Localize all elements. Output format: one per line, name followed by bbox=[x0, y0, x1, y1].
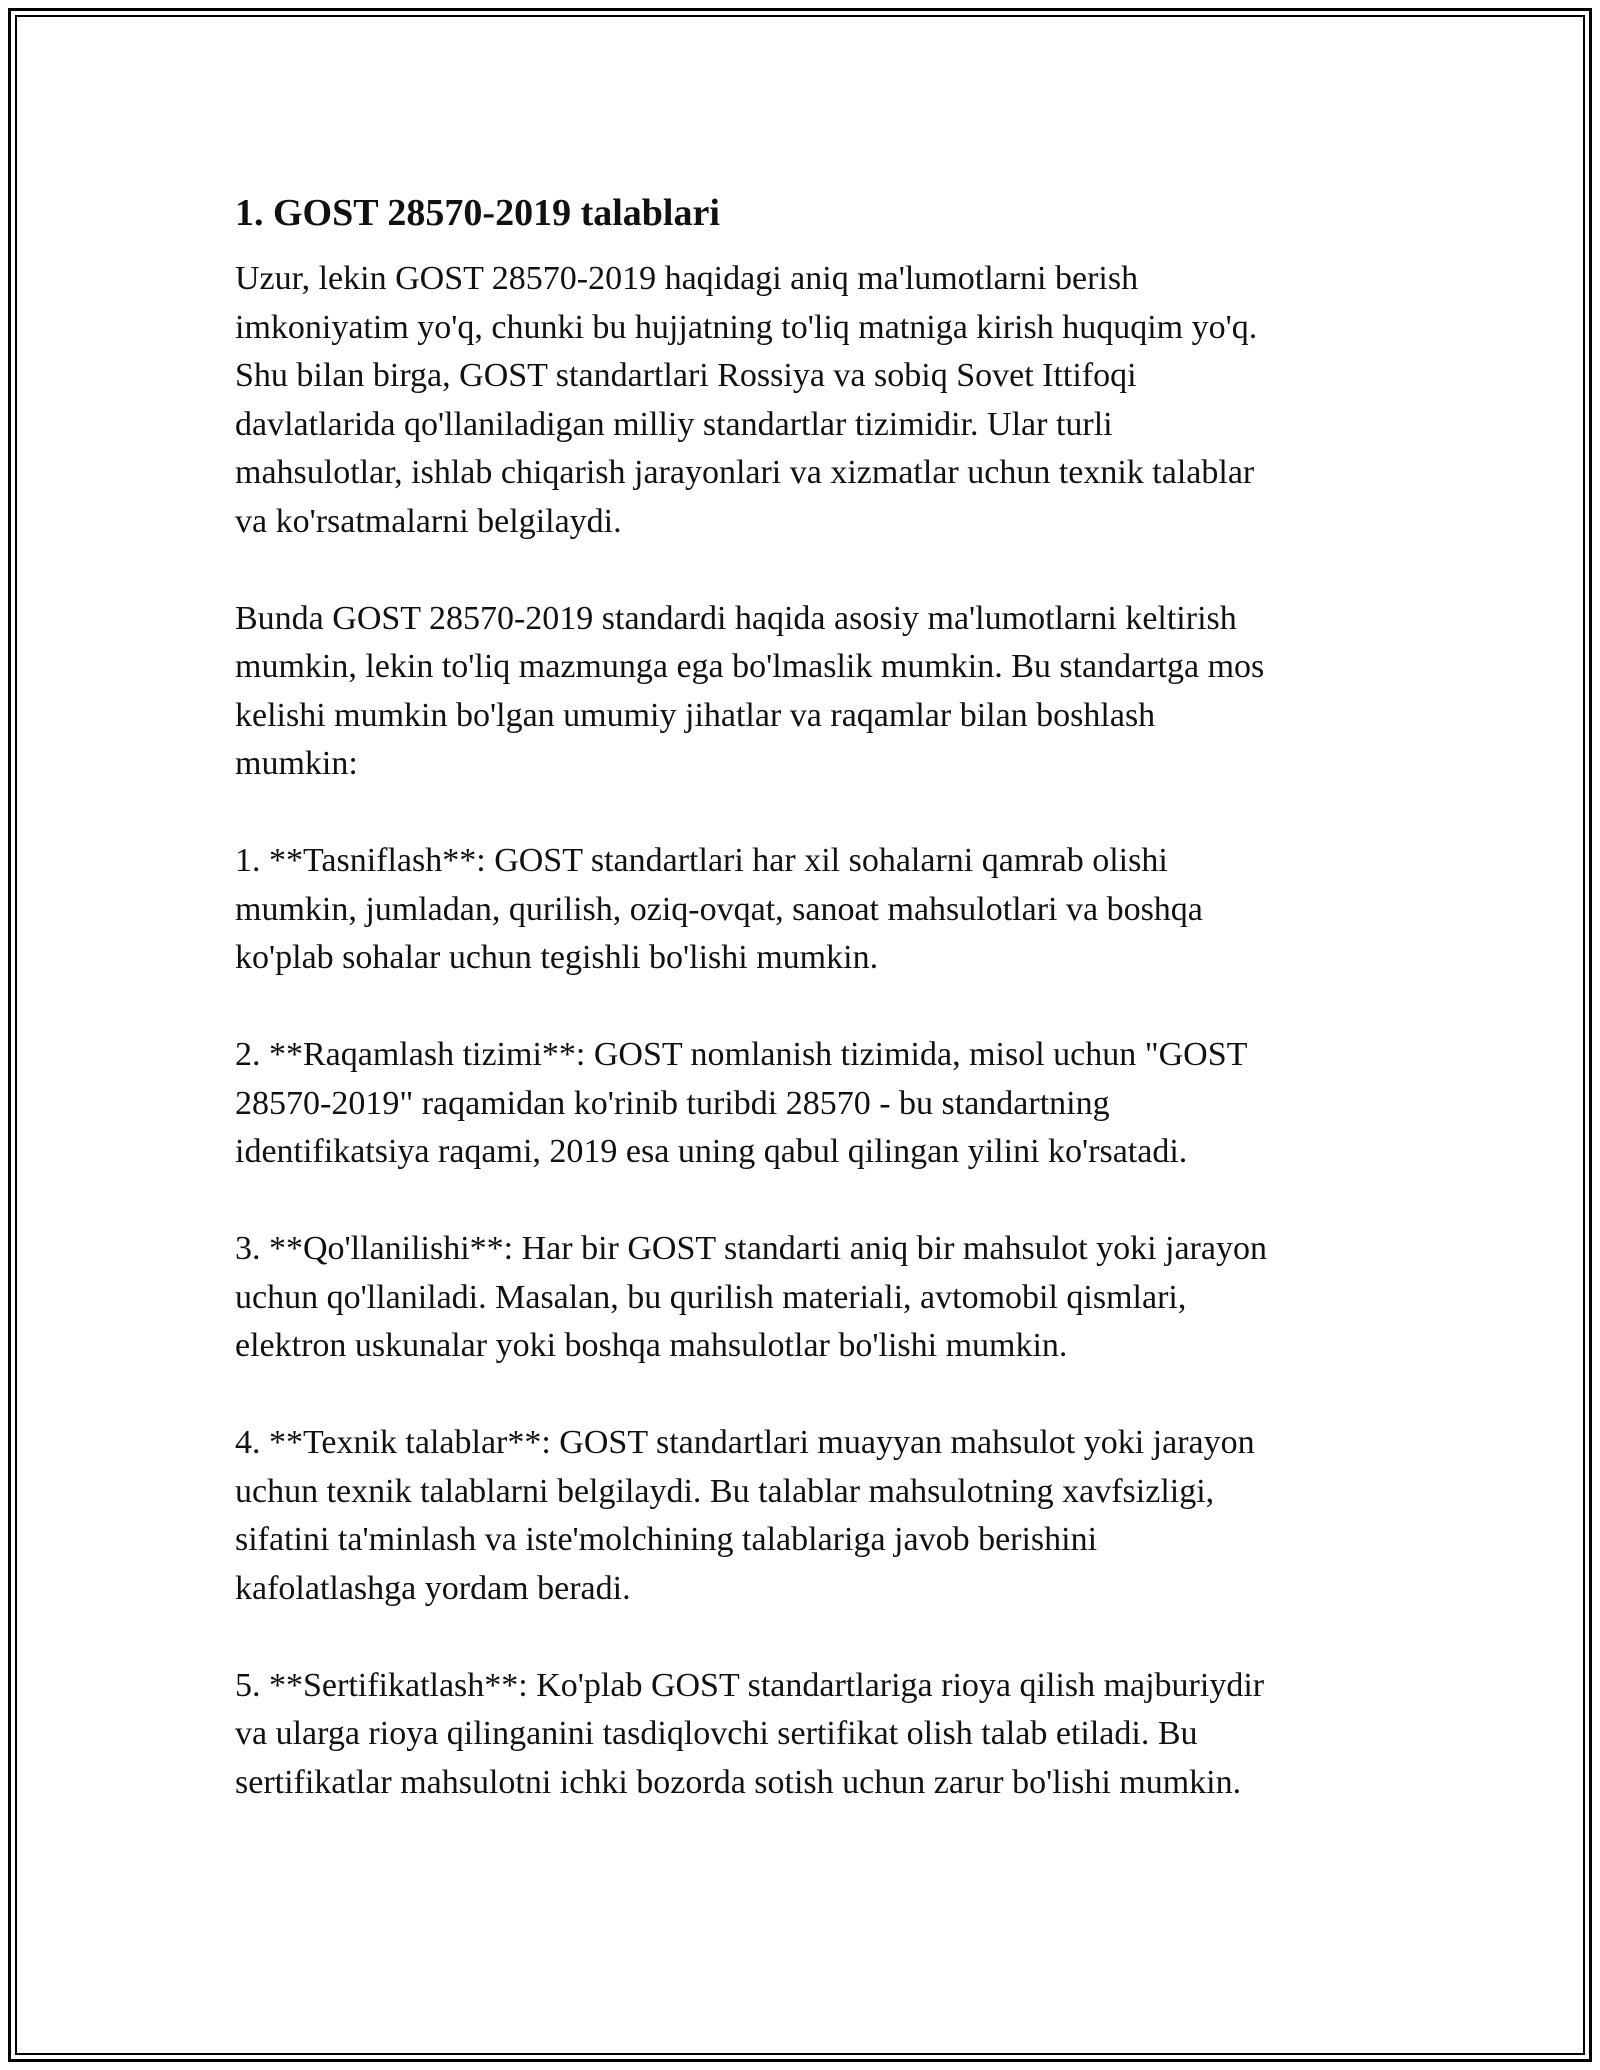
paragraph-line: davlatlarida qo'llaniladigan milliy standartlar tizimidir. Ular turli bbox=[235, 405, 1113, 443]
paragraph bbox=[235, 1419, 1375, 1613]
paragraph-line: 1. **Tasniflash**: GOST standartlari har xil sohalarni qamrab olishi bbox=[235, 842, 1168, 879]
paragraph-line: identifikatsiya raqami, 2019 esa uning qabul qilingan yilini ko'rsatadi. bbox=[235, 1133, 1188, 1170]
paragraph-line: mumkin, lekin to'liq mazmunga ega bo'lmaslik mumkin. Bu standartga mos bbox=[235, 648, 1265, 685]
paragraph-line: kelishi mumkin bo'lgan umumiy jihatlar va raqamlar bilan boshlash bbox=[235, 696, 1156, 734]
paragraph-line: sifatini ta'minlash va iste'molchining talablariga javob berishini bbox=[235, 1521, 1098, 1558]
paragraph-line: kafolatlashga yordam beradi. bbox=[235, 1569, 631, 1607]
paragraph-line: mahsulotlar, ishlab chiqarish jarayonlari va xizmatlar uchun texnik talablar bbox=[235, 454, 1255, 491]
paragraph-line: mumkin, jumladan, qurilish, oziq-ovqat, sanoat mahsulotlari va boshqa bbox=[235, 890, 1203, 928]
paragraph-line: 2. **Raqamlash tizimi**: GOST nomlanish tizimida, misol uchun "GOST bbox=[235, 1036, 1248, 1073]
document-body bbox=[235, 187, 1375, 1856]
paragraph-list bbox=[235, 255, 1375, 1807]
paragraph-line: Bunda GOST 28570-2019 standardi haqida asosiy ma'lumotlarni keltirish bbox=[235, 599, 1237, 637]
paragraph-line: mumkin: bbox=[235, 745, 358, 782]
paragraph-line: va ko'rsatmalarni belgilaydi. bbox=[235, 502, 622, 540]
paragraph-line: elektron uskunalar yoki boshqa mahsulotlar bo'lishi mumkin. bbox=[235, 1327, 1068, 1364]
paragraph-line: uchun qo'llaniladi. Masalan, bu qurilish materiali, avtomobil qismlari, bbox=[235, 1278, 1187, 1316]
paragraph-line: ko'plab sohalar uchun tegishli bo'lishi mumkin. bbox=[235, 939, 879, 976]
paragraph bbox=[235, 255, 1375, 546]
paragraph bbox=[235, 837, 1375, 983]
paragraph-line: 28570-2019" raqamidan ko'rinib turibdi 28570 - bu standartning bbox=[235, 1084, 1110, 1122]
document-title: 1. GOST 28570-2019 talablari bbox=[235, 192, 720, 234]
paragraph bbox=[235, 595, 1375, 789]
paragraph-line: uchun texnik talablarni belgilaydi. Bu talablar mahsulotning xavfsizligi, bbox=[235, 1472, 1215, 1510]
paragraph bbox=[235, 1031, 1375, 1177]
paragraph-line: va ularga rioya qilinganini tasdiqlovchi sertifikat olish talab etiladi. Bu bbox=[235, 1715, 1198, 1752]
paragraph-line: 4. **Texnik talablar**: GOST standartlari muayyan mahsulot yoki jarayon bbox=[235, 1424, 1255, 1461]
paragraph-line: 3. **Qo'llanilishi**: Har bir GOST standarti aniq bir mahsulot yoki jarayon bbox=[235, 1230, 1267, 1267]
paragraph-line: imkoniyatim yo'q, chunki bu hujjatning to'liq matniga kirish huquqim yo'q. bbox=[235, 308, 1258, 346]
paragraph-line: 5. **Sertifikatlash**: Ko'plab GOST standartlariga rioya qilish majburiydir bbox=[235, 1666, 1265, 1704]
paragraph-line: sertifikatlar mahsulotni ichki bozorda sotish uchun zarur bo'lishi mumkin. bbox=[235, 1763, 1242, 1801]
paragraph bbox=[235, 1225, 1375, 1371]
paragraph-line: Uzur, lekin GOST 28570-2019 haqidagi aniq ma'lumotlarni berish bbox=[235, 260, 1139, 297]
paragraph-line: Shu bilan birga, GOST standartlari Rossiya va sobiq Sovet Ittifoqi bbox=[235, 357, 1137, 394]
paragraph bbox=[235, 1662, 1375, 1808]
